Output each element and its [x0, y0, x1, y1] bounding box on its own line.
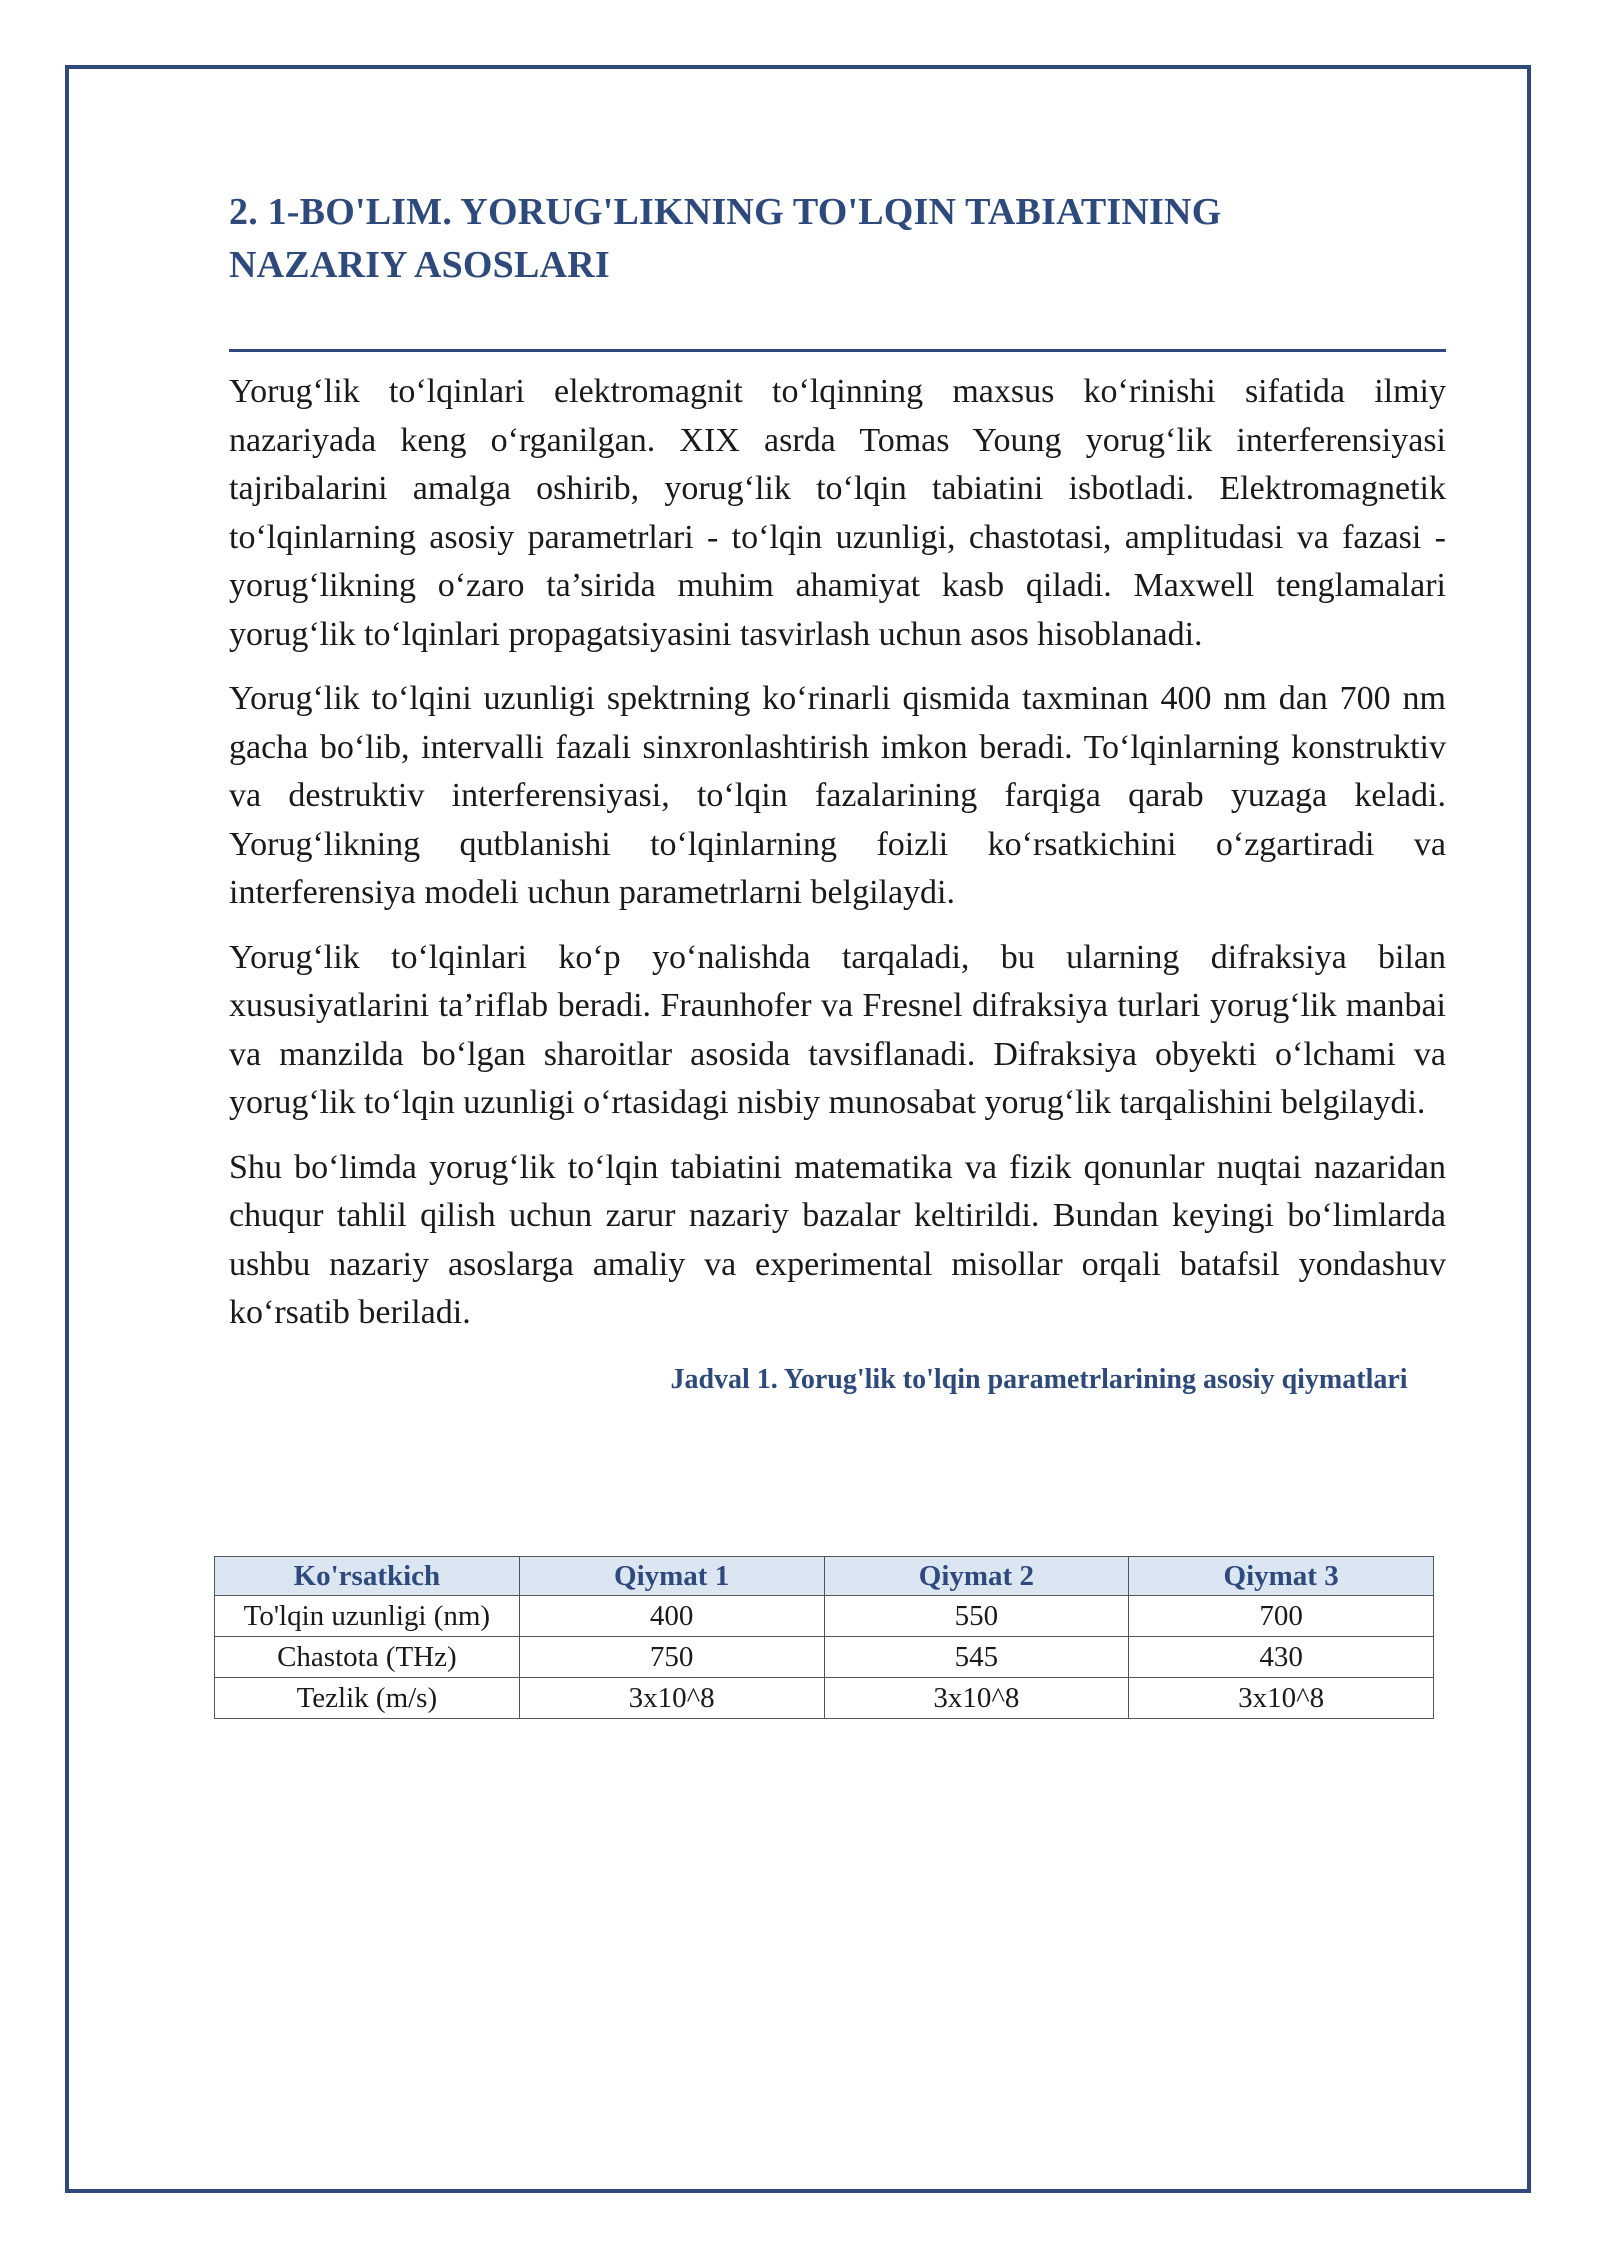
table-row [215, 1596, 1434, 1637]
table-cell: 3x10^8 [519, 1678, 824, 1719]
table-row [215, 1637, 1434, 1678]
column-header: Qiymat 3 [1129, 1557, 1434, 1596]
column-header: Qiymat 2 [824, 1557, 1129, 1596]
parameters-table [214, 1556, 1434, 1719]
table-cell: Tezlik (m/s) [215, 1678, 520, 1719]
table-cell: 430 [1129, 1637, 1434, 1678]
table-cell: To'lqin uzunligi (nm) [215, 1596, 520, 1637]
section-heading [229, 186, 1446, 292]
table-cell: Chastota (THz) [215, 1637, 520, 1678]
table-container [214, 1556, 1434, 1719]
table-row [215, 1678, 1434, 1719]
table-cell: 3x10^8 [824, 1678, 1129, 1719]
column-header: Ko'rsatkich [215, 1557, 520, 1596]
column-header: Qiymat 1 [519, 1557, 824, 1596]
paragraph-4: Shu bo‘limda yorug‘lik to‘lqin tabiatini matematika va fizik qonunlar nuqtai nazaridan chuqur tahlil qilish uchun zarur nazariy bazalar keltirildi. Bundan keyingi bo‘limlarda ushbu nazariy asoslarga amaliy va experimental misollar orqali batafsil yondashuv ko‘rsatib beriladi. [229, 1148, 1446, 1331]
table-caption: Jadval 1. Yorug'lik to'lqin parametrlarining asosiy qiymatlari [670, 1363, 1408, 1395]
section-heading-line1: 2. 1-BO'LIM. YORUG'LIKNING TO'LQIN TABIATINING [229, 191, 1222, 233]
table-cell: 3x10^8 [1129, 1678, 1434, 1719]
heading-divider [229, 349, 1446, 352]
table-cell: 750 [519, 1637, 824, 1678]
table-cell: 550 [824, 1596, 1129, 1637]
table-cell: 545 [824, 1637, 1129, 1678]
paragraph-1: Yorug‘lik to‘lqinlari elektromagnit to‘lqinning maxsus ko‘rinishi sifatida ilmiy nazariyada keng o‘rganilgan. XIX asrda Tomas Young yorug‘lik interferensiyasi tajribalarini amalga oshirib, yorug‘lik to‘lqin tabiatini isbotladi. Elektromagnetik to‘lqinlarning asosiy parametrlari - to‘lqin uzunligi, chastotasi, amplitudasi va fazasi - yorug‘likning o‘zaro ta’sirida muhim ahamiyat kasb qiladi. Maxwell tenglamalari yorug‘lik to‘lqinlari propagatsiyasini tasvirlash uchun asos hisoblanadi. [229, 373, 1446, 653]
table-header-row [215, 1557, 1434, 1596]
paragraph-2: Yorug‘lik to‘lqini uzunligi spektrning ko‘rinarli qismida taxminan 400 nm dan 700 nm gacha bo‘lib, intervalli fazali sinxronlashtirish imkon beradi. To‘lqinlarning konstruktiv va destruktiv interferensiyasi, to‘lqin fazalarining farqiga qarab yuzaga keladi. Yorug‘likning qutblanishi to‘lqinlarning foizli ko‘rsatkichini o‘zgartiradi va interferensiya modeli uchun parametrlarni belgilaydi. [229, 680, 1446, 911]
document-body [229, 186, 1446, 1396]
paragraph-3: Yorug‘lik to‘lqinlari ko‘p yo‘nalishda tarqaladi, bu ularning difraksiya bilan xususiyatlarini ta’riflab beradi. Fraunhofer va Fresnel difraksiya turlari yorug‘lik manbai va manzilda bo‘lgan sharoitlar asosida tavsiflanadi. Difraksiya obyekti o‘lchami va yorug‘lik to‘lqin uzunligi o‘rtasidagi nisbiy munosabat yorug‘lik tarqalishini belgilaydi. [229, 938, 1446, 1121]
section-heading-line2: NAZARIY ASOSLARI [229, 244, 610, 286]
table-cell: 700 [1129, 1596, 1434, 1637]
table-cell: 400 [519, 1596, 824, 1637]
